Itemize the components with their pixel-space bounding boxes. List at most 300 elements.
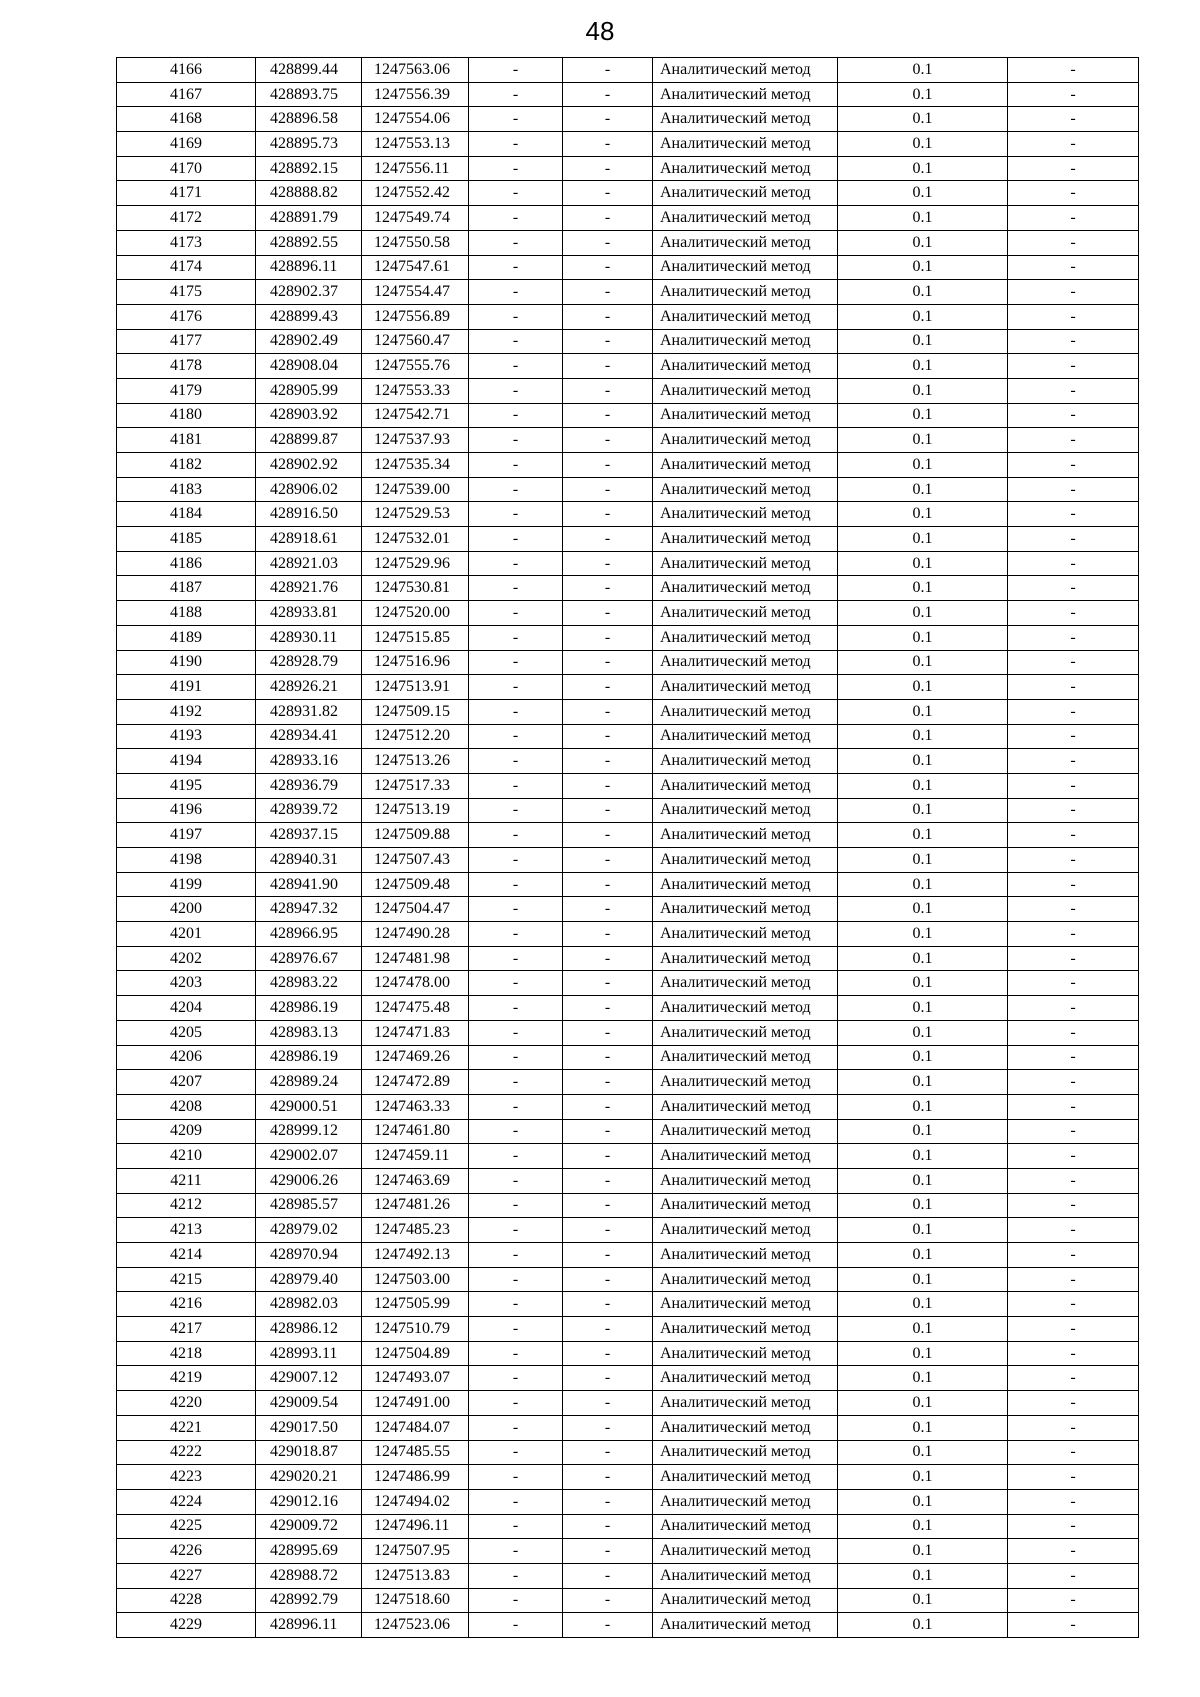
cell-point-number: 4219 (117, 1366, 256, 1391)
cell-coord-x: 428939.72 (256, 798, 362, 823)
cell-coord-x: 428891.79 (256, 206, 362, 231)
cell-accuracy: 0.1 (838, 1514, 1008, 1539)
cell-coord-x: 428893.75 (256, 82, 362, 107)
cell-old-y: - (563, 576, 653, 601)
table-row (117, 378, 1139, 403)
cell-old-y: - (563, 1168, 653, 1193)
cell-coord-y: 1247549.74 (362, 206, 469, 231)
table-row (117, 156, 1139, 181)
cell-old-y: - (563, 1613, 653, 1638)
cell-old-x: - (469, 206, 563, 231)
cell-point-number: 4216 (117, 1292, 256, 1317)
cell-note: - (1008, 1465, 1139, 1490)
cell-method: Аналитический метод (653, 1094, 838, 1119)
cell-old-x: - (469, 1094, 563, 1119)
cell-old-x: - (469, 378, 563, 403)
cell-point-number: 4177 (117, 329, 256, 354)
cell-old-y: - (563, 1514, 653, 1539)
cell-point-number: 4185 (117, 527, 256, 552)
cell-old-x: - (469, 1366, 563, 1391)
cell-old-x: - (469, 1243, 563, 1268)
table-row (117, 749, 1139, 774)
cell-old-x: - (469, 453, 563, 478)
cell-note: - (1008, 1317, 1139, 1342)
cell-point-number: 4208 (117, 1094, 256, 1119)
cell-accuracy: 0.1 (838, 922, 1008, 947)
cell-old-y: - (563, 823, 653, 848)
table-row (117, 1613, 1139, 1638)
cell-old-y: - (563, 527, 653, 552)
cell-method: Аналитический метод (653, 749, 838, 774)
cell-point-number: 4213 (117, 1218, 256, 1243)
coordinates-table (116, 57, 1139, 1638)
cell-old-x: - (469, 1119, 563, 1144)
cell-point-number: 4226 (117, 1539, 256, 1564)
cell-point-number: 4229 (117, 1613, 256, 1638)
table-row (117, 230, 1139, 255)
cell-old-x: - (469, 1267, 563, 1292)
cell-accuracy: 0.1 (838, 82, 1008, 107)
cell-coord-x: 428896.11 (256, 255, 362, 280)
cell-old-y: - (563, 230, 653, 255)
cell-coord-x: 428966.95 (256, 922, 362, 947)
cell-point-number: 4180 (117, 403, 256, 428)
cell-coord-y: 1247554.06 (362, 107, 469, 132)
cell-method: Аналитический метод (653, 1144, 838, 1169)
cell-coord-x: 429006.26 (256, 1168, 362, 1193)
cell-coord-x: 428934.41 (256, 724, 362, 749)
cell-coord-y: 1247513.19 (362, 798, 469, 823)
cell-old-x: - (469, 1440, 563, 1465)
cell-old-x: - (469, 971, 563, 996)
cell-coord-x: 428933.16 (256, 749, 362, 774)
cell-old-y: - (563, 1539, 653, 1564)
cell-old-x: - (469, 625, 563, 650)
cell-accuracy: 0.1 (838, 1415, 1008, 1440)
cell-old-y: - (563, 872, 653, 897)
cell-point-number: 4184 (117, 502, 256, 527)
cell-note: - (1008, 1563, 1139, 1588)
cell-note: - (1008, 1168, 1139, 1193)
table-row (117, 1292, 1139, 1317)
cell-method: Аналитический метод (653, 502, 838, 527)
cell-old-y: - (563, 1020, 653, 1045)
cell-accuracy: 0.1 (838, 872, 1008, 897)
table-row (117, 1119, 1139, 1144)
cell-coord-y: 1247503.00 (362, 1267, 469, 1292)
cell-method: Аналитический метод (653, 1045, 838, 1070)
cell-accuracy: 0.1 (838, 601, 1008, 626)
cell-coord-x: 428892.55 (256, 230, 362, 255)
cell-coord-y: 1247481.26 (362, 1193, 469, 1218)
cell-coord-y: 1247493.07 (362, 1366, 469, 1391)
cell-coord-x: 429000.51 (256, 1094, 362, 1119)
table-row (117, 527, 1139, 552)
table-row (117, 625, 1139, 650)
table-row (117, 946, 1139, 971)
cell-method: Аналитический метод (653, 996, 838, 1021)
page-number: 48 (585, 16, 615, 46)
table-row (117, 1415, 1139, 1440)
cell-point-number: 4210 (117, 1144, 256, 1169)
cell-coord-y: 1247513.26 (362, 749, 469, 774)
cell-old-y: - (563, 378, 653, 403)
cell-old-y: - (563, 1193, 653, 1218)
cell-old-x: - (469, 675, 563, 700)
cell-coord-x: 428888.82 (256, 181, 362, 206)
cell-note: - (1008, 872, 1139, 897)
cell-old-x: - (469, 551, 563, 576)
cell-old-x: - (469, 1317, 563, 1342)
cell-old-x: - (469, 304, 563, 329)
cell-old-x: - (469, 181, 563, 206)
cell-note: - (1008, 601, 1139, 626)
cell-accuracy: 0.1 (838, 527, 1008, 552)
table-row (117, 1243, 1139, 1268)
table-row (117, 58, 1139, 83)
cell-old-y: - (563, 848, 653, 873)
cell-method: Аналитический метод (653, 255, 838, 280)
cell-old-y: - (563, 1489, 653, 1514)
cell-accuracy: 0.1 (838, 1563, 1008, 1588)
cell-note: - (1008, 749, 1139, 774)
cell-old-x: - (469, 58, 563, 83)
cell-method: Аналитический метод (653, 1366, 838, 1391)
cell-note: - (1008, 206, 1139, 231)
cell-accuracy: 0.1 (838, 625, 1008, 650)
cell-point-number: 4191 (117, 675, 256, 700)
cell-method: Аналитический метод (653, 798, 838, 823)
cell-coord-y: 1247554.47 (362, 280, 469, 305)
cell-old-x: - (469, 576, 563, 601)
cell-method: Аналитический метод (653, 1489, 838, 1514)
cell-coord-y: 1247492.13 (362, 1243, 469, 1268)
cell-note: - (1008, 1613, 1139, 1638)
cell-method: Аналитический метод (653, 1020, 838, 1045)
cell-note: - (1008, 107, 1139, 132)
table-row (117, 1514, 1139, 1539)
cell-old-y: - (563, 403, 653, 428)
cell-old-x: - (469, 872, 563, 897)
cell-accuracy: 0.1 (838, 1267, 1008, 1292)
cell-accuracy: 0.1 (838, 181, 1008, 206)
table-row (117, 1094, 1139, 1119)
table-row (117, 1070, 1139, 1095)
cell-note: - (1008, 1267, 1139, 1292)
cell-old-x: - (469, 255, 563, 280)
cell-coord-y: 1247507.95 (362, 1539, 469, 1564)
cell-old-x: - (469, 1070, 563, 1095)
cell-coord-y: 1247485.55 (362, 1440, 469, 1465)
cell-coord-y: 1247491.00 (362, 1391, 469, 1416)
table-row (117, 872, 1139, 897)
cell-note: - (1008, 971, 1139, 996)
table-row (117, 576, 1139, 601)
cell-method: Аналитический метод (653, 576, 838, 601)
cell-note: - (1008, 1218, 1139, 1243)
cell-note: - (1008, 304, 1139, 329)
cell-point-number: 4200 (117, 897, 256, 922)
cell-note: - (1008, 280, 1139, 305)
cell-old-x: - (469, 329, 563, 354)
cell-coord-y: 1247515.85 (362, 625, 469, 650)
cell-coord-y: 1247556.11 (362, 156, 469, 181)
cell-note: - (1008, 378, 1139, 403)
cell-method: Аналитический метод (653, 428, 838, 453)
table-row (117, 798, 1139, 823)
cell-old-y: - (563, 922, 653, 947)
cell-point-number: 4224 (117, 1489, 256, 1514)
cell-coord-y: 1247494.02 (362, 1489, 469, 1514)
cell-old-y: - (563, 1218, 653, 1243)
cell-note: - (1008, 1070, 1139, 1095)
cell-point-number: 4186 (117, 551, 256, 576)
cell-old-x: - (469, 428, 563, 453)
table-row (117, 650, 1139, 675)
cell-accuracy: 0.1 (838, 1218, 1008, 1243)
cell-old-x: - (469, 1045, 563, 1070)
cell-old-x: - (469, 1514, 563, 1539)
cell-coord-x: 428986.19 (256, 996, 362, 1021)
cell-accuracy: 0.1 (838, 477, 1008, 502)
cell-coord-x: 428936.79 (256, 773, 362, 798)
cell-coord-x: 429018.87 (256, 1440, 362, 1465)
cell-old-x: - (469, 354, 563, 379)
cell-note: - (1008, 58, 1139, 83)
cell-note: - (1008, 773, 1139, 798)
cell-coord-x: 428903.92 (256, 403, 362, 428)
cell-note: - (1008, 1045, 1139, 1070)
cell-point-number: 4187 (117, 576, 256, 601)
cell-coord-x: 428899.44 (256, 58, 362, 83)
cell-point-number: 4223 (117, 1465, 256, 1490)
cell-method: Аналитический метод (653, 1588, 838, 1613)
table-row (117, 1465, 1139, 1490)
cell-note: - (1008, 1391, 1139, 1416)
table-row (117, 897, 1139, 922)
cell-point-number: 4176 (117, 304, 256, 329)
cell-point-number: 4202 (117, 946, 256, 971)
cell-accuracy: 0.1 (838, 1440, 1008, 1465)
table-row (117, 724, 1139, 749)
cell-method: Аналитический метод (653, 551, 838, 576)
cell-method: Аналитический метод (653, 1292, 838, 1317)
cell-old-y: - (563, 1070, 653, 1095)
cell-note: - (1008, 1489, 1139, 1514)
cell-accuracy: 0.1 (838, 1094, 1008, 1119)
cell-coord-x: 428979.40 (256, 1267, 362, 1292)
cell-coord-y: 1247516.96 (362, 650, 469, 675)
cell-old-y: - (563, 897, 653, 922)
cell-point-number: 4173 (117, 230, 256, 255)
table-row (117, 1168, 1139, 1193)
cell-point-number: 4228 (117, 1588, 256, 1613)
cell-point-number: 4189 (117, 625, 256, 650)
cell-old-x: - (469, 280, 563, 305)
cell-method: Аналитический метод (653, 946, 838, 971)
cell-note: - (1008, 551, 1139, 576)
cell-coord-y: 1247520.00 (362, 601, 469, 626)
cell-method: Аналитический метод (653, 601, 838, 626)
cell-accuracy: 0.1 (838, 502, 1008, 527)
table-row (117, 601, 1139, 626)
cell-coord-x: 429007.12 (256, 1366, 362, 1391)
cell-coord-x: 428941.90 (256, 872, 362, 897)
cell-coord-x: 428986.19 (256, 1045, 362, 1070)
cell-note: - (1008, 354, 1139, 379)
table-row (117, 477, 1139, 502)
cell-old-y: - (563, 1366, 653, 1391)
cell-method: Аналитический метод (653, 527, 838, 552)
cell-method: Аналитический метод (653, 1514, 838, 1539)
cell-old-x: - (469, 1563, 563, 1588)
cell-point-number: 4175 (117, 280, 256, 305)
cell-point-number: 4183 (117, 477, 256, 502)
table-row (117, 848, 1139, 873)
cell-old-x: - (469, 107, 563, 132)
cell-coord-y: 1247509.48 (362, 872, 469, 897)
cell-note: - (1008, 823, 1139, 848)
cell-coord-x: 429009.54 (256, 1391, 362, 1416)
cell-method: Аналитический метод (653, 280, 838, 305)
table-row (117, 1317, 1139, 1342)
cell-method: Аналитический метод (653, 1415, 838, 1440)
table-row (117, 1341, 1139, 1366)
cell-note: - (1008, 724, 1139, 749)
cell-note: - (1008, 798, 1139, 823)
table-row (117, 82, 1139, 107)
cell-point-number: 4206 (117, 1045, 256, 1070)
cell-accuracy: 0.1 (838, 675, 1008, 700)
cell-coord-y: 1247556.39 (362, 82, 469, 107)
cell-point-number: 4212 (117, 1193, 256, 1218)
cell-note: - (1008, 1094, 1139, 1119)
cell-old-y: - (563, 107, 653, 132)
cell-method: Аналитический метод (653, 403, 838, 428)
cell-accuracy: 0.1 (838, 403, 1008, 428)
table-row (117, 1489, 1139, 1514)
cell-accuracy: 0.1 (838, 1366, 1008, 1391)
cell-coord-x: 428983.13 (256, 1020, 362, 1045)
cell-old-x: - (469, 798, 563, 823)
cell-coord-x: 428985.57 (256, 1193, 362, 1218)
cell-old-y: - (563, 206, 653, 231)
cell-method: Аналитический метод (653, 107, 838, 132)
cell-method: Аналитический метод (653, 897, 838, 922)
cell-point-number: 4199 (117, 872, 256, 897)
cell-old-x: - (469, 922, 563, 947)
cell-accuracy: 0.1 (838, 1193, 1008, 1218)
cell-method: Аналитический метод (653, 724, 838, 749)
cell-old-y: - (563, 1292, 653, 1317)
cell-old-y: - (563, 1415, 653, 1440)
cell-method: Аналитический метод (653, 453, 838, 478)
cell-old-x: - (469, 749, 563, 774)
cell-coord-y: 1247537.93 (362, 428, 469, 453)
cell-point-number: 4174 (117, 255, 256, 280)
cell-accuracy: 0.1 (838, 650, 1008, 675)
cell-accuracy: 0.1 (838, 230, 1008, 255)
cell-accuracy: 0.1 (838, 107, 1008, 132)
cell-point-number: 4214 (117, 1243, 256, 1268)
cell-point-number: 4190 (117, 650, 256, 675)
cell-note: - (1008, 502, 1139, 527)
cell-coord-y: 1247553.33 (362, 378, 469, 403)
table-row (117, 354, 1139, 379)
cell-accuracy: 0.1 (838, 1243, 1008, 1268)
cell-old-y: - (563, 946, 653, 971)
table-row (117, 206, 1139, 231)
table-row (117, 1440, 1139, 1465)
cell-point-number: 4227 (117, 1563, 256, 1588)
cell-old-x: - (469, 848, 563, 873)
cell-coord-x: 428902.49 (256, 329, 362, 354)
cell-coord-y: 1247510.79 (362, 1317, 469, 1342)
cell-old-y: - (563, 798, 653, 823)
table-row (117, 675, 1139, 700)
cell-point-number: 4203 (117, 971, 256, 996)
cell-old-x: - (469, 1144, 563, 1169)
cell-method: Аналитический метод (653, 848, 838, 873)
cell-point-number: 4197 (117, 823, 256, 848)
cell-old-y: - (563, 82, 653, 107)
cell-method: Аналитический метод (653, 58, 838, 83)
cell-old-x: - (469, 897, 563, 922)
cell-coord-x: 429009.72 (256, 1514, 362, 1539)
cell-method: Аналитический метод (653, 922, 838, 947)
table-row (117, 502, 1139, 527)
cell-old-y: - (563, 477, 653, 502)
cell-old-x: - (469, 1539, 563, 1564)
cell-old-y: - (563, 1341, 653, 1366)
cell-method: Аналитический метод (653, 354, 838, 379)
cell-method: Аналитический метод (653, 181, 838, 206)
cell-method: Аналитический метод (653, 699, 838, 724)
cell-old-x: - (469, 132, 563, 157)
cell-coord-y: 1247490.28 (362, 922, 469, 947)
cell-method: Аналитический метод (653, 82, 838, 107)
cell-accuracy: 0.1 (838, 378, 1008, 403)
cell-old-x: - (469, 477, 563, 502)
cell-old-y: - (563, 971, 653, 996)
cell-old-y: - (563, 773, 653, 798)
cell-accuracy: 0.1 (838, 1119, 1008, 1144)
cell-coord-y: 1247507.43 (362, 848, 469, 873)
cell-old-y: - (563, 304, 653, 329)
cell-coord-y: 1247530.81 (362, 576, 469, 601)
cell-old-y: - (563, 1588, 653, 1613)
table-row (117, 1193, 1139, 1218)
table-row (117, 255, 1139, 280)
cell-method: Аналитический метод (653, 1070, 838, 1095)
cell-note: - (1008, 848, 1139, 873)
cell-old-y: - (563, 749, 653, 774)
cell-old-y: - (563, 1243, 653, 1268)
cell-note: - (1008, 1292, 1139, 1317)
cell-note: - (1008, 1440, 1139, 1465)
cell-old-x: - (469, 1168, 563, 1193)
cell-coord-y: 1247463.33 (362, 1094, 469, 1119)
table-row (117, 551, 1139, 576)
cell-note: - (1008, 477, 1139, 502)
cell-note: - (1008, 1366, 1139, 1391)
cell-old-y: - (563, 601, 653, 626)
table-row (117, 1563, 1139, 1588)
table-row (117, 329, 1139, 354)
cell-method: Аналитический метод (653, 1119, 838, 1144)
cell-old-y: - (563, 650, 653, 675)
table-row (117, 1020, 1139, 1045)
